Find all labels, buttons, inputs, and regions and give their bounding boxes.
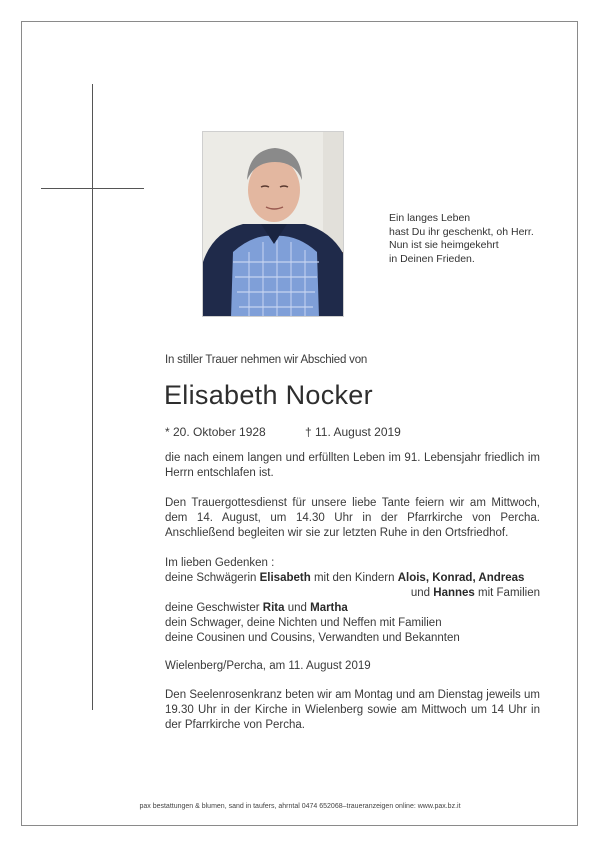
passage-text	[165, 451, 540, 481]
life-dates	[165, 425, 401, 439]
mourners-line: und Hannes mit Familien	[410, 587, 540, 599]
mourner-name: Elisabeth	[259, 572, 311, 584]
portrait-image	[203, 132, 344, 317]
mourner-name: Martha	[310, 602, 348, 614]
mourners-block	[165, 556, 540, 646]
rosary-text	[165, 688, 540, 733]
intro-text: In stiller Trauer nehmen wir Abschied von	[165, 354, 368, 366]
portrait-photo	[202, 131, 344, 317]
cross-horizontal-bar	[41, 188, 144, 189]
mourners-line: deine Cousinen und Cousins, Verwandten und Bekannten	[165, 632, 460, 644]
rosary-paragraph: Den Seelenrosenkranz beten wir am Montag und am Dienstag jeweils um 19.30 Uhr in der Kirche in Wielenberg sowie am Mittwoch um 14 Uhr in der Pfarrkirche von Percha.	[165, 689, 540, 731]
verse-block	[389, 212, 534, 266]
verse-line: hast Du ihr geschenkt, oh Herr.	[389, 225, 534, 238]
mourners-line: deine Geschwister Rita und Martha	[165, 602, 348, 614]
passage-paragraph: die nach einem langen und erfüllten Leben im 91. Lebensjahr friedlich im Herrn entschlafen ist.	[165, 452, 540, 479]
mourner-names: Alois, Konrad, Andreas	[397, 572, 525, 584]
funeral-paragraph: Den Trauergottesdienst für unsere liebe Tante feiern wir am Mittwoch, dem 14. August, um 14.30 Uhr in der Pfarrkirche von Percha. Anschließend begleiten wir sie zur letzten Ruhe in den Ortsfriedhof.	[165, 497, 540, 539]
mourners-heading: Im lieben Gedenken :	[165, 557, 275, 569]
birth-date: * 20. Oktober 1928	[165, 425, 266, 439]
cross-vertical-bar	[92, 84, 93, 710]
deceased-name: Elisabeth Nocker	[164, 380, 373, 410]
verse-line: Nun ist sie heimgekehrt	[389, 239, 499, 251]
mourner-name: Hannes	[433, 587, 475, 599]
mourner-name: Rita	[262, 602, 285, 614]
place-date: Wielenberg/Percha, am 11. August 2019	[165, 660, 371, 672]
footer-text: pax bestattungen & blumen, sand in taufers, ahrntal 0474 652068–traueranzeigen online: www.pax.bz.it	[139, 803, 461, 810]
verse-line: Ein langes Leben	[389, 212, 471, 224]
death-date: † 11. August 2019	[305, 425, 401, 439]
funeral-text	[165, 496, 540, 541]
mourners-line: deine Schwägerin Elisabeth mit den Kindern Alois, Konrad, Andreas	[165, 572, 525, 584]
verse-line: in Deinen Frieden.	[389, 252, 475, 265]
mourners-line: dein Schwager, deine Nichten und Neffen mit Familien	[165, 617, 442, 629]
